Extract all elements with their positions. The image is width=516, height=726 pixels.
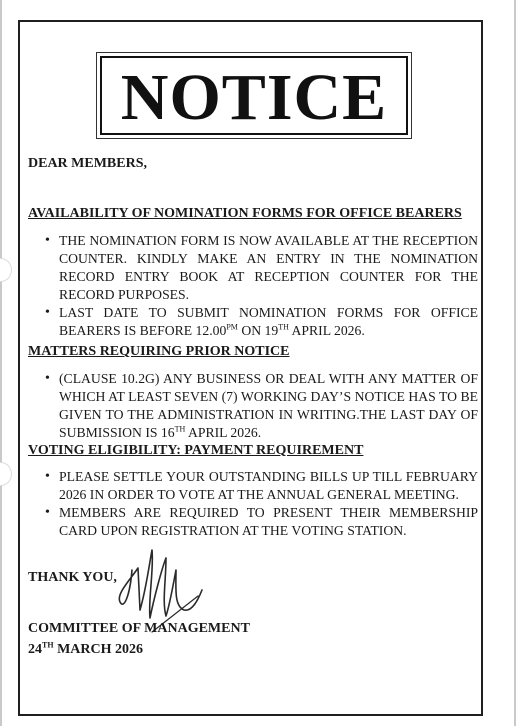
bullet-icon: • bbox=[45, 233, 50, 248]
date-rest: MARCH 2026 bbox=[53, 642, 143, 657]
date-superscript: TH bbox=[42, 640, 54, 650]
scan-edge-left bbox=[0, 0, 2, 726]
punch-hole-bottom bbox=[0, 462, 12, 486]
superscript: TH bbox=[278, 322, 289, 332]
list-item bbox=[28, 304, 478, 340]
nomination-list bbox=[28, 232, 478, 340]
title-inner-border bbox=[100, 56, 408, 135]
item-text: THE NOMINATION FORM IS NOW AVAILABLE AT THE RECEPTION COUNTER. KINDLY MAKE AN ENTRY IN THE NOMINATION RECORD ENTRY BOOK AT RECEPTION COUNTER FOR THE RECORD PURPOSES. bbox=[59, 233, 478, 302]
voting-list bbox=[28, 468, 478, 540]
notice-title: NOTICE bbox=[120, 60, 388, 134]
closing-text: THANK YOU, bbox=[28, 570, 117, 585]
item-text: APRIL 2026. bbox=[185, 425, 262, 440]
signatory: COMMITTEE OF MANAGEMENT bbox=[28, 621, 250, 636]
punch-hole-top bbox=[0, 258, 12, 282]
bullet-icon: • bbox=[45, 305, 50, 320]
bullet-icon: • bbox=[45, 469, 50, 484]
list-item bbox=[28, 232, 478, 304]
bullet-icon: • bbox=[45, 505, 50, 520]
superscript: PM bbox=[226, 322, 238, 332]
item-text: MEMBERS ARE REQUIRED TO PRESENT THEIR MEMBERSHIP CARD UPON REGISTRATION AT THE VOTING STATION. bbox=[59, 505, 478, 538]
list-item bbox=[28, 468, 478, 504]
superscript: TH bbox=[174, 424, 186, 434]
salutation: DEAR MEMBERS, bbox=[28, 156, 148, 171]
date-day: 24 bbox=[28, 642, 42, 657]
title-box bbox=[96, 52, 412, 139]
prior-notice-list bbox=[28, 370, 478, 442]
list-item bbox=[28, 370, 478, 442]
section-heading-prior-notice: MATTERS REQUIRING PRIOR NOTICE bbox=[28, 344, 290, 359]
item-text: ON 19 bbox=[237, 323, 279, 338]
section-heading-voting: VOTING ELIGIBILITY: PAYMENT REQUIREMENT bbox=[28, 443, 364, 458]
item-text: PLEASE SETTLE YOUR OUTSTANDING BILLS UP TILL FEBRUARY 2026 IN ORDER TO VOTE AT THE ANNUAL GENERAL MEETING. bbox=[59, 469, 478, 502]
item-text: APRIL 2026. bbox=[288, 323, 365, 338]
bullet-icon: • bbox=[45, 371, 50, 386]
item-text: LAST DATE TO SUBMIT NOMINATION FORMS FOR OFFICE BEARERS IS BEFORE 12.00 bbox=[59, 305, 478, 338]
section-heading-nomination: AVAILABILITY OF NOMINATION FORMS FOR OFFICE BEARERS bbox=[28, 206, 462, 221]
item-text: (CLAUSE 10.2G) ANY BUSINESS OR DEAL WITH ANY MATTER OF WHICH AT LEAST SEVEN (7) WORKING DAY’S NOTICE HAS TO BE GIVEN TO THE ADMINISTRATION IN WRITING.THE LAST DAY OF SUBMISSION IS 16 bbox=[59, 371, 478, 440]
notice-date bbox=[28, 642, 143, 658]
list-item bbox=[28, 504, 478, 540]
